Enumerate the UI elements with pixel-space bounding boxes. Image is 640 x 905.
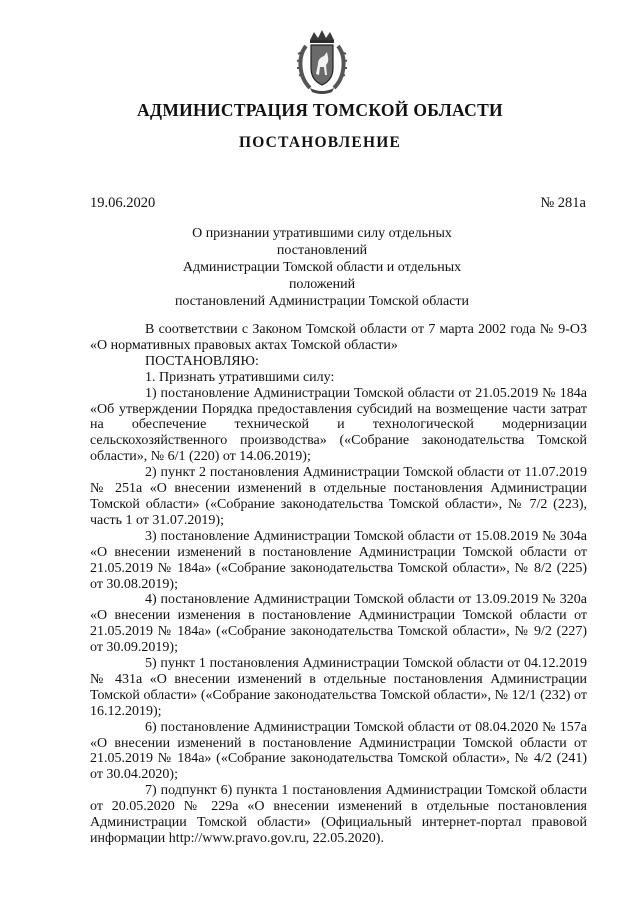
document-body: [90, 322, 587, 847]
list-item: 2) пункт 2 постановления Администрации Томской области от 11.07.2019 № 251а «О внесении изменений в отдельные постановления Администрации Томской области» («Собрание законодательства Томской области», № 7/2 (223), часть 1 от 31.07.2019);: [90, 465, 587, 528]
subject-line: О признании утратившими силу отдельных постановлений: [192, 226, 452, 258]
list-item: 3) постановление Администрации Томской области от 15.08.2019 № 304а «О внесении изменений в постановление Администрации Томской области от 21.05.2019 № 184а» («Собрание законодательства Томской области», № 8/2 (225) от 30.08.2019);: [90, 528, 587, 592]
list-item: 1) постановление Администрации Томской области от 21.05.2019 № 184а «Об утверждении Порядка предоставления субсидий на возмещение части затрат на обеспечение технической и технологической модернизации сельскохозяйственного производства» («Собрание законодательства Томской области», № 6/1 (220) от 14.06.2019);: [90, 385, 587, 465]
subject-line: постановлений Администрации Томской области: [174, 294, 470, 309]
coat-of-arms-icon: [296, 30, 348, 94]
list-item: 4) постановление Администрации Томской области от 13.09.2019 № 320а «О внесении изменения в постановление Администрации Томской области от 21.05.2019 № 184а» («Собрание законодательства Томской области», № 9/2 (227) от 30.09.2019);: [90, 592, 587, 656]
intro-paragraph: В соответствии с Законом Томской области от 7 марта 2002 года № 9-ОЗ «О нормативных правовых актах Томской области»: [90, 322, 587, 353]
clause-paragraph: 1. Признать утратившими силу:: [145, 369, 335, 385]
document-date: 19.06.2020: [90, 195, 156, 211]
document-number: № 281а: [540, 195, 586, 211]
decree-heading: ПОСТАНОВЛЯЮ:: [145, 353, 259, 369]
subject-line: Администрации Томской области и отдельных положений: [182, 260, 462, 292]
document-type: ПОСТАНОВЛЕНИЕ: [238, 134, 402, 151]
organization-title: АДМИНИСТРАЦИЯ ТОМСКОЙ ОБЛАСТИ: [137, 100, 503, 120]
list-item: 6) постановление Администрации Томской области от 08.04.2020 № 157а «О внесении изменений в постановление Администрации Томской области от 21.05.2019 № 184а» («Собрание законодательства Томской области», № 4/2 (241) от 30.04.2020);: [90, 719, 587, 783]
list-item: 5) пункт 1 постановления Администрации Томской области от 04.12.2019 № 431а «О внесении изменений в отдельные постановления Администрации Томской области» («Собрание законодательства Томской области», № 12/1 (232) от 16.12.2019);: [90, 656, 587, 719]
list-item: 7) подпункт 6) пункта 1 постановления Администрации Томской области от 20.05.2020 № 229а «О внесении изменений в отдельные постановления Администрации Томской области» (Официальный интернет-портал правовой информации http://www.pravo.gov.ru, 22.05.2020).: [90, 783, 587, 846]
document-subject: [150, 225, 494, 310]
